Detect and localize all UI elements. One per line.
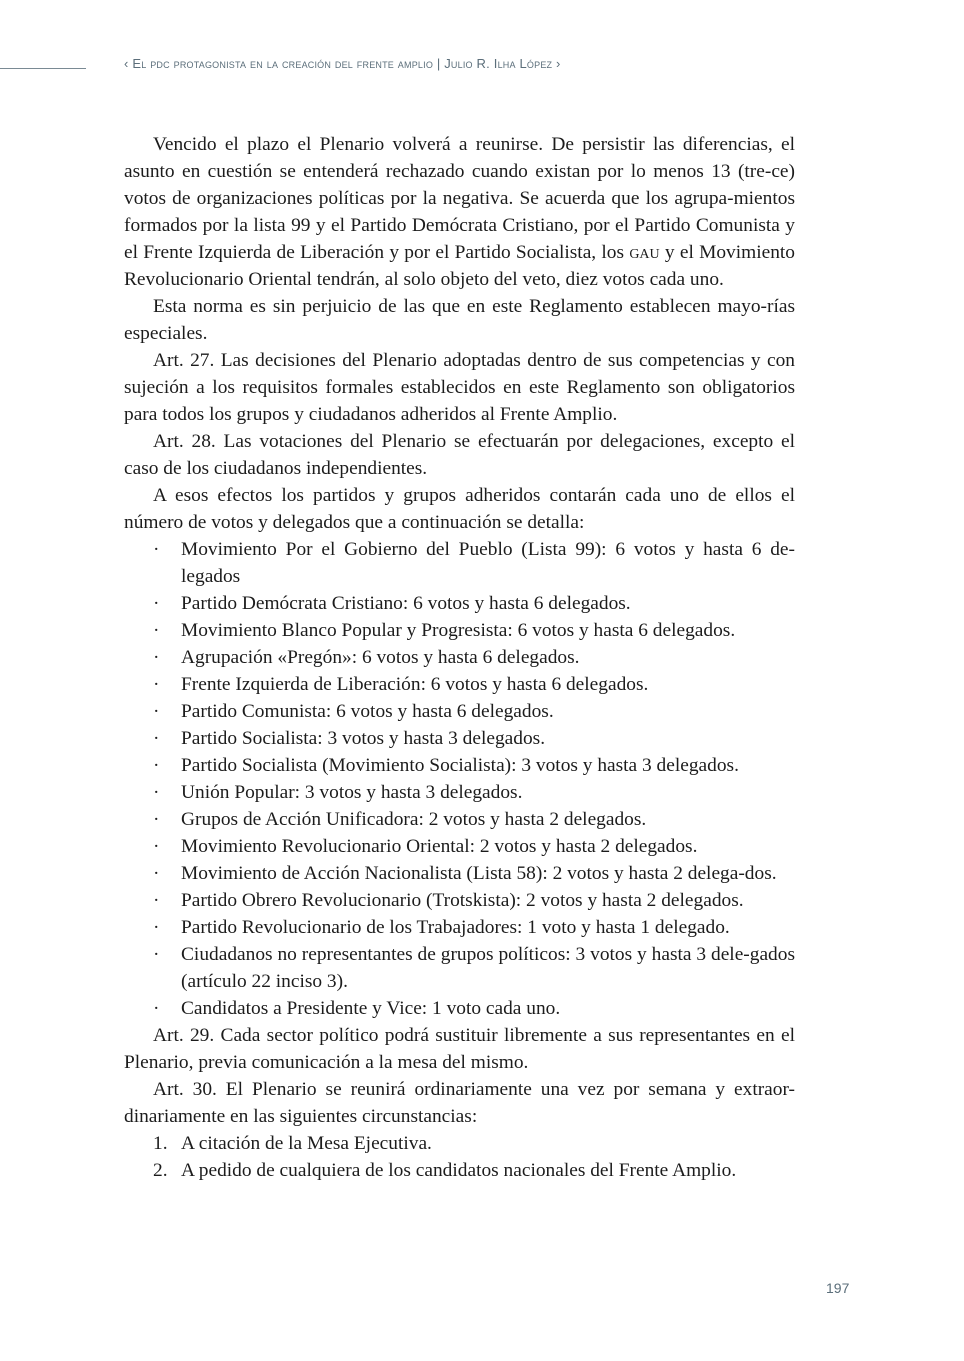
delegation-list [124, 536, 795, 1022]
circumstances-list [124, 1130, 795, 1184]
header-book-title: El pdc protagonista en la creación del frente amplio [132, 56, 434, 71]
list-item-text: Movimiento Revolucionario Oriental: 2 votos y hasta 2 delegados. [181, 836, 698, 857]
bullet-marker: · [153, 917, 160, 938]
bullet-marker: · [153, 647, 160, 668]
list-item-text: Movimiento Por el Gobierno del Pueblo (Lista 99): 6 votos y hasta 6 de-legados [181, 539, 795, 587]
bullet-marker: · [153, 755, 160, 776]
header-rule [0, 68, 86, 69]
bullet-marker: · [153, 863, 160, 884]
list-item [124, 833, 795, 860]
bullet-marker: · [153, 728, 160, 749]
list-item-text: Candidatos a Presidente y Vice: 1 voto cada uno. [181, 998, 561, 1019]
bullet-marker: · [153, 836, 160, 857]
list-item [124, 806, 795, 833]
paragraph-text-tail: y el Movimiento Revolucionario Oriental tendrán, al solo objeto del veto, diez votos cada uno. [124, 242, 795, 290]
bullet-marker: · [153, 890, 160, 911]
bullet-marker: · [153, 782, 160, 803]
numbered-item [124, 1130, 795, 1157]
list-item [124, 860, 795, 887]
list-item [124, 914, 795, 941]
list-item [124, 644, 795, 671]
page-number: 197 [826, 1280, 850, 1296]
list-item [124, 995, 795, 1022]
list-item [124, 590, 795, 617]
paragraph-art-27: Art. 27. Las decisiones del Plenario adoptadas dentro de sus competencias y con sujeción a los requisitos formales establecidos en este Reglamento son obligatorios para todos los grupos y ciudadanos adheridos al Frente Amplio. [124, 350, 795, 425]
header-separator: | [436, 56, 441, 71]
paragraph: Esta norma es sin perjuicio de las que en este Reglamento establecen mayo-rías especiales. [124, 296, 795, 344]
list-item-text: Movimiento Blanco Popular y Progresista: 6 votos y hasta 6 delegados. [181, 620, 736, 641]
paragraph-art-30: Art. 30. El Plenario se reunirá ordinariamente una vez por semana y extraor-dinariamente en las siguientes circunstancias: [124, 1079, 795, 1127]
bullet-marker: · [153, 809, 160, 830]
list-item [124, 698, 795, 725]
list-item-text: Grupos de Acción Unificadora: 2 votos y hasta 2 delegados. [181, 809, 647, 830]
bullet-marker: · [153, 674, 160, 695]
list-item-text: Partido Obrero Revolucionario (Trotskista): 2 votos y hasta 2 delegados. [181, 890, 744, 911]
running-header [124, 56, 824, 71]
acronym-gau: gau [629, 242, 660, 263]
list-item [124, 941, 795, 995]
numbered-item-text: A pedido de cualquiera de los candidatos nacionales del Frente Amplio. [181, 1160, 737, 1181]
list-item [124, 779, 795, 806]
list-item-text: Partido Socialista (Movimiento Socialista): 3 votos y hasta 3 delegados. [181, 755, 739, 776]
bullet-marker: · [153, 593, 160, 614]
bullet-marker: · [153, 620, 160, 641]
bullet-marker: · [153, 944, 160, 965]
header-right-bracket: › [556, 56, 561, 71]
list-item [124, 671, 795, 698]
numbered-item [124, 1157, 795, 1184]
list-item [124, 887, 795, 914]
paragraph: A esos efectos los partidos y grupos adheridos contarán cada uno de ellos el número de votos y delegados que a continuación se detalla: [124, 485, 795, 533]
bullet-marker: · [153, 701, 160, 722]
number-marker: 2. [153, 1160, 168, 1181]
list-item-text: Frente Izquierda de Liberación: 6 votos y hasta 6 delegados. [181, 674, 649, 695]
list-item-text: Agrupación «Pregón»: 6 votos y hasta 6 delegados. [181, 647, 580, 668]
number-marker: 1. [153, 1133, 168, 1154]
list-item-text: Partido Comunista: 6 votos y hasta 6 delegados. [181, 701, 554, 722]
list-item [124, 752, 795, 779]
list-item-text: Movimiento de Acción Nacionalista (Lista 58): 2 votos y hasta 2 delega-dos. [181, 863, 777, 884]
list-item [124, 617, 795, 644]
paragraph-text: Vencido el plazo el Plenario volverá a reunirse. De persistir las diferencias, el asunto en cuestión se entenderá rechazado cuando existan por lo menos 13 (tre-ce) votos de organizaciones políticas por la negativa. Se acuerda que los agrupa-mientos formados por la lista 99 y el Partido Demócrata Cristiano, por el Partido Comunista y el Frente Izquierda de Liberación y por el Partido Socialista, los [124, 134, 795, 263]
list-item-text: Unión Popular: 3 votos y hasta 3 delegados. [181, 782, 523, 803]
bullet-marker: · [153, 539, 160, 560]
header-left-bracket: ‹ [124, 56, 129, 71]
paragraph [124, 131, 795, 293]
paragraph-art-28: Art. 28. Las votaciones del Plenario se efectuarán por delegaciones, excepto el caso de los ciudadanos independientes. [124, 431, 795, 479]
list-item-text: Ciudadanos no representantes de grupos políticos: 3 votos y hasta 3 dele-gados (artículo 22 inciso 3). [181, 944, 795, 992]
numbered-item-text: A citación de la Mesa Ejecutiva. [181, 1133, 432, 1154]
list-item-text: Partido Demócrata Cristiano: 6 votos y hasta 6 delegados. [181, 593, 631, 614]
paragraph-art-29: Art. 29. Cada sector político podrá sustituir libremente a sus representantes en el Plenario, previa comunicación a la mesa del mismo. [124, 1025, 795, 1073]
list-item-text: Partido Revolucionario de los Trabajadores: 1 voto y hasta 1 delegado. [181, 917, 730, 938]
list-item [124, 725, 795, 752]
header-author: Julio R. Ilha López [444, 56, 553, 71]
bullet-marker: · [153, 998, 160, 1019]
list-item-text: Partido Socialista: 3 votos y hasta 3 delegados. [181, 728, 546, 749]
body-text [124, 131, 795, 1184]
list-item [124, 536, 795, 590]
